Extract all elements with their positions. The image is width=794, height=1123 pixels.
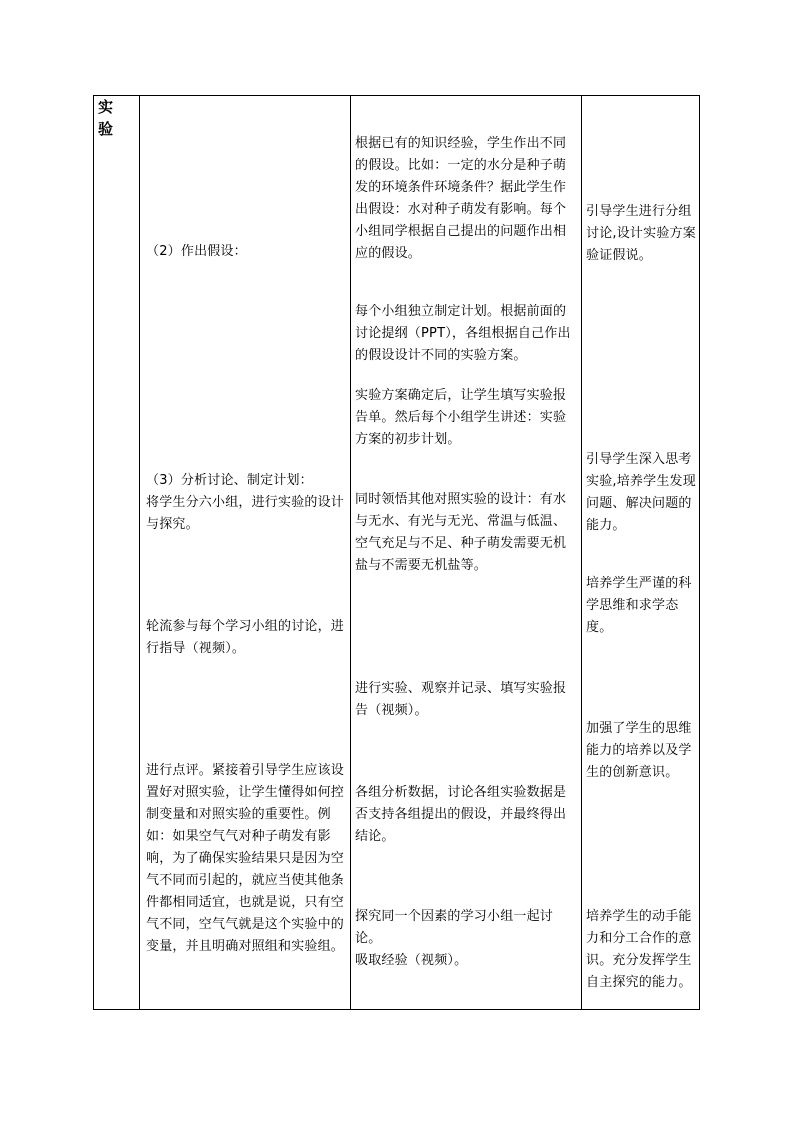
column-divider-1 [139,96,140,1009]
stage-label: 实验 [98,98,114,138]
intent-3: 培养学生严谨的科学思维和求学态度。 [586,576,692,635]
student-plan: 每个小组独立制定计划。根据前面的讨论提纲（PPT），各组根据自己作出的假设设计不同的实验方案。 [355,304,571,363]
student-control-design: 同时领悟其他对照实验的设计：有水与无水、有光与无光、常温与低温、空气充足与不足、种子萌发需要无机盐与不需要无机盐等。 [355,492,567,573]
hypothesis-step: （2）作出假设： [146,244,247,259]
intent-5: 培养学生的动手能力和分工合作的意识。充分发挥学生自主探究的能力。 [586,909,692,990]
intent-4: 加强了学生的思维能力的培养以及学生的创新意识。 [586,721,692,780]
column-divider-2 [350,96,351,1009]
student-discussion: 探究同一个因素的学习小组一起讨论。 [355,909,554,946]
intent-2: 引导学生深入思考实验,培养学生发现问题、解决问题的能力。 [586,452,696,533]
student-absorb: 吸取经验（视频）。 [355,953,468,968]
teacher-guidance: 轮流参与每个学习小组的讨论，进行指导（视频）。 [146,619,345,656]
teacher-comment: 进行点评。紧接着引导学生应该设置好对照实验，让学生懂得如何控制变量和对照实验的重要性。例如：如果空气气对种子萌发有影响，为了确保实验结果只是因为空气不同而引起的，就应当使其他条件都相同适宜，也就是说，只有空气不同，空气气就是这个实验中的变量，并且明确对照组和实验组。 [146,763,345,954]
student-report: 实验方案确定后，让学生填写实验报告单。然后每个小组学生讲述：实验方案的初步计划。 [355,388,567,447]
lesson-table [93,95,700,1010]
plan-description: 将学生分六小组，进行实验的设计与探究。 [146,495,345,532]
student-analysis: 各组分析数据，讨论各组实验数据是否支持各组提出的假设，并最终得出结论。 [355,785,567,844]
column-divider-3 [581,96,582,1009]
student-hypothesis: 根据已有的知识经验，学生作出不同的假设。比如：一定的水分是种子萌发的环境条件环境条件？据此学生作出假设：水对种子萌发有影响。每个小组同学根据自己提出的问题作出相应的假设。 [355,136,567,261]
plan-step: （3）分析讨论、制定计划： [146,473,313,488]
student-experiment: 进行实验、观察并记录、填写实验报告（视频）。 [355,681,567,718]
intent-1: 引导学生进行分组讨论,设计实验方案验证假说。 [586,204,696,263]
